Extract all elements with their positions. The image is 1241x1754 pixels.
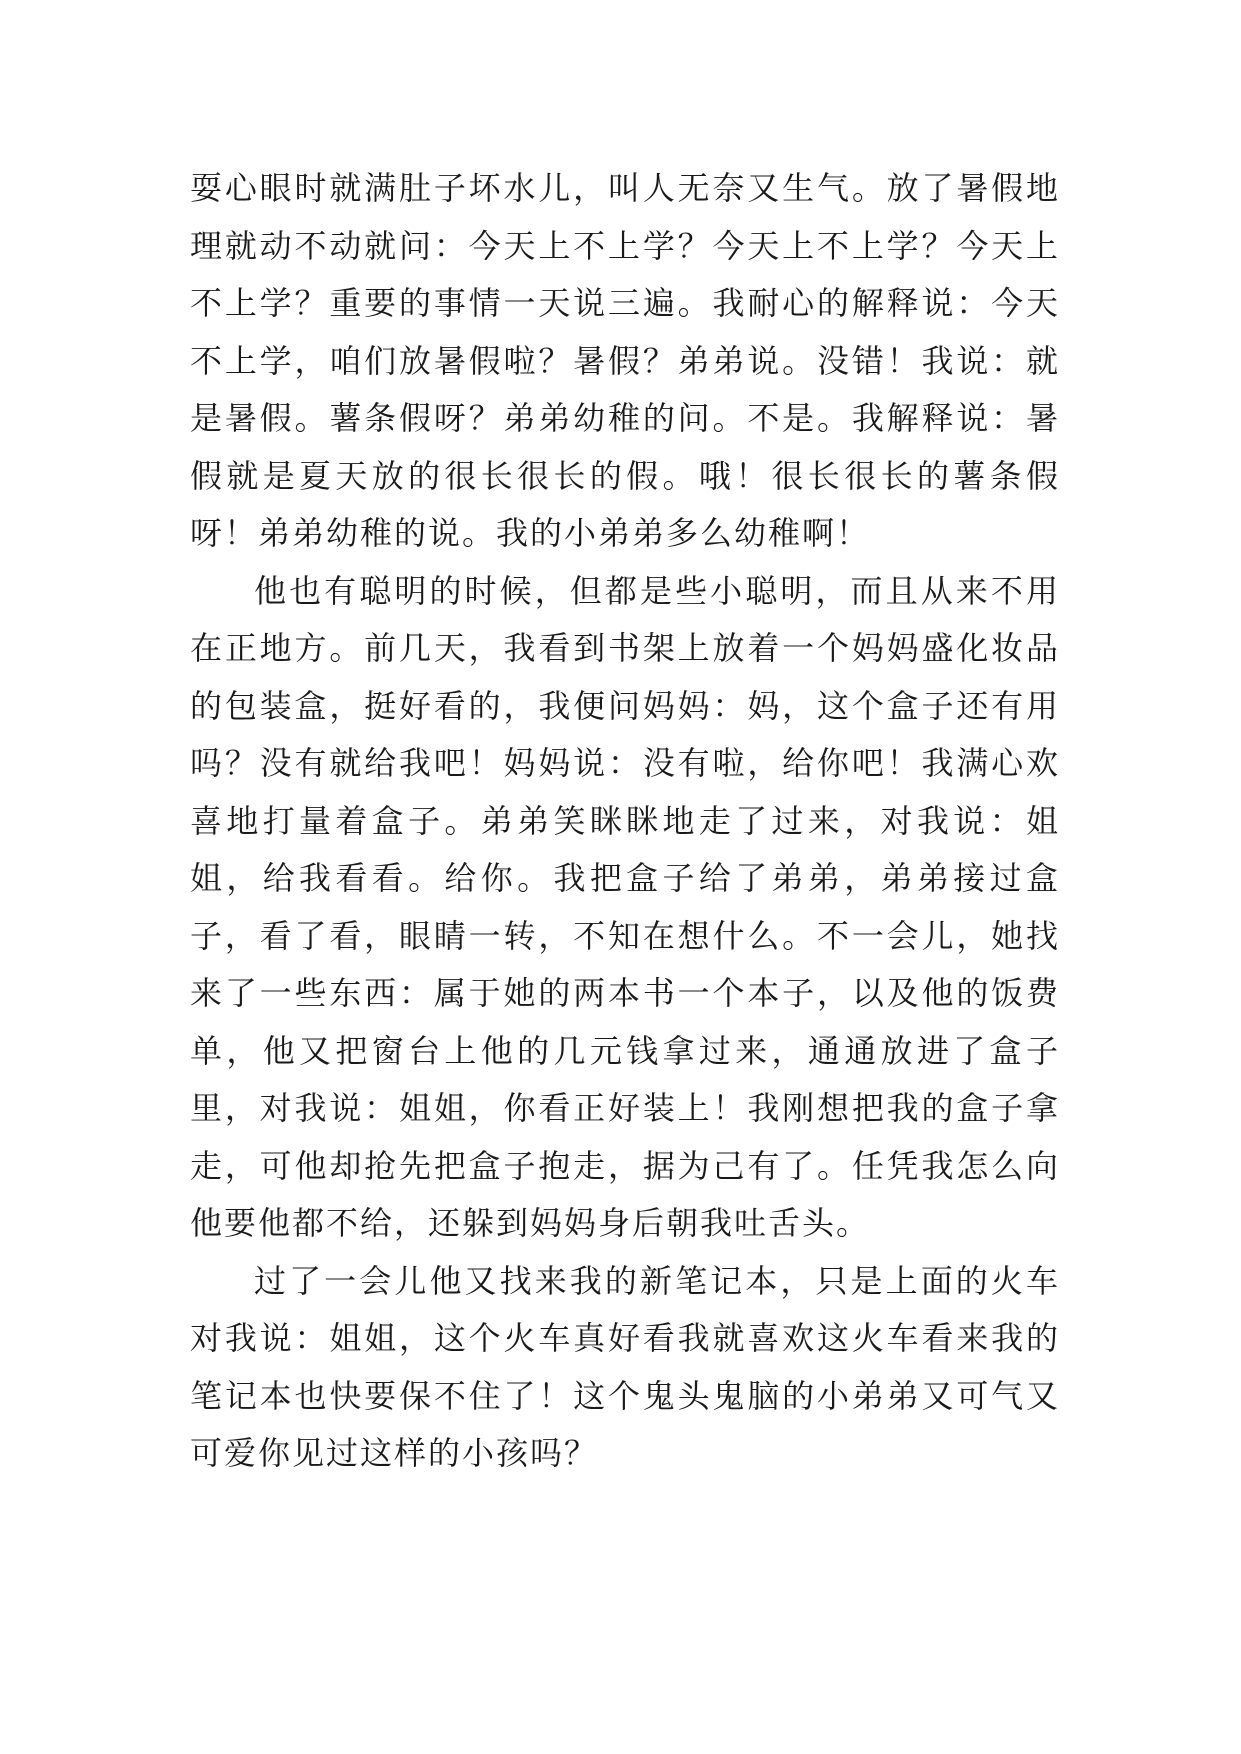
paragraph-3: 过了一会儿他又找来我的新笔记本，只是上面的火车对我说：姐姐，这个火车真好看我就喜欢这火车看来我的笔记本也快要保不住了！这个鬼头鬼脑的小弟弟又可气又可爱你见过这样的小孩吗？ (190, 1261, 1060, 1472)
paragraph-1: 耍心眼时就满肚子坏水儿，叫人无奈又生气。放了暑假地理就动不动就问：今天上不上学？今天上不上学？今天上不上学？重要的事情一天说三遍。我耐心的解释说：今天不上学，咱们放暑假啦？暑假？弟弟说。没错！我说：就是暑假。薯条假呀？弟弟幼稚的问。不是。我解释说：暑假就是夏天放的很长很长的假。哦！很长很长的薯条假呀！弟弟幼稚的说。我的小弟弟多么幼稚啊！ (190, 169, 1060, 552)
paragraph-2: 他也有聪明的时候，但都是些小聪明，而且从来不用在正地方。前几天，我看到书架上放着一个妈妈盛化妆品的包装盒，挺好看的，我便问妈妈：妈，这个盒子还有用吗？没有就给我吧！妈妈说：没有啦，给你吧！我满心欢喜地打量着盒子。弟弟笑眯眯地走了过来，对我说：姐姐，给我看看。给你。我把盒子给了弟弟，弟弟接过盒子，看了看，眼睛一转，不知在想什么。不一会儿，她找来了一些东西：属于她的两本书一个本子，以及他的饭费单，他又把窗台上他的几元钱拿过来，通通放进了盒子里，对我说：姐姐，你看正好装上！我刚想把我的盒子拿走，可他却抢先把盒子抱走，据为己有了。任凭我怎么向他要他都不给，还躲到妈妈身后朝我吐舌头。 (190, 571, 1060, 1242)
body-text (190, 160, 1060, 1483)
